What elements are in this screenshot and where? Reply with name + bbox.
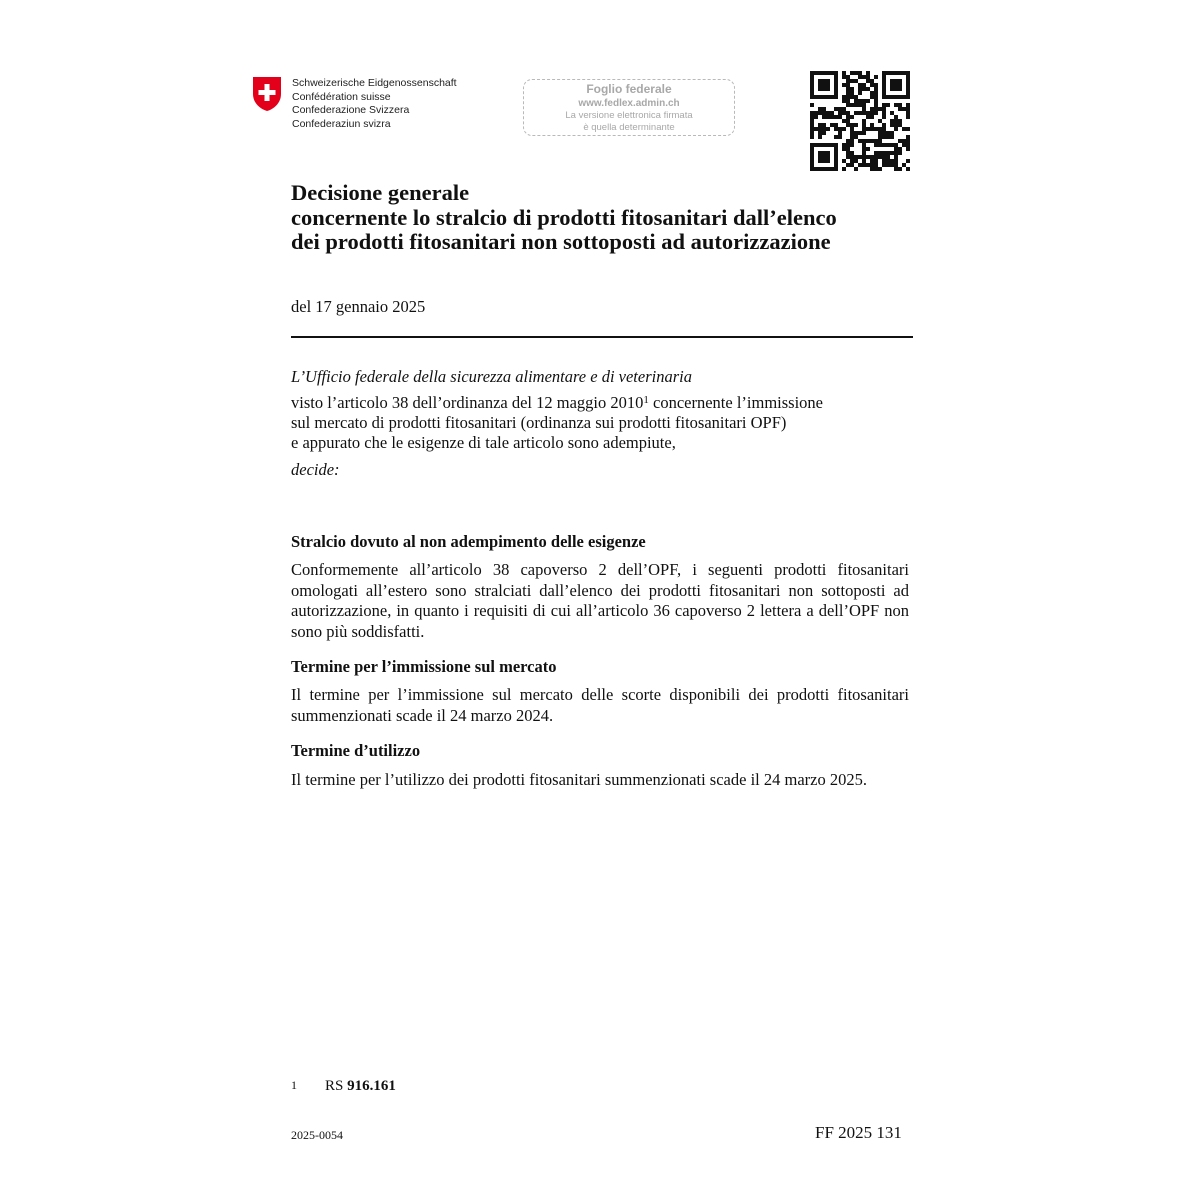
footnote-reference[interactable]: 1 [643,394,649,406]
title-line-3: dei prodotti fitosanitari non sottoposti ad autorizzazione [291,229,831,254]
stamp-title: Foglio federale [586,82,672,96]
preamble-line-3: e appurato che le esigenze di tale articolo sono adempiute, [291,433,676,452]
stamp-note-2: è quella determinante [583,121,675,133]
issuing-authority: L’Ufficio federale della sicurezza alimentare e di veterinaria [291,367,692,386]
confederation-name-rm: Confederaziun svizra [292,117,391,130]
footnote-number: 1 [291,1078,297,1092]
document-date: del 17 gennaio 2025 [291,297,426,316]
federal-gazette-reference: FF 2025 131 [815,1123,902,1142]
footnote-text [325,1078,396,1095]
title-line-1: Decisione generale [291,180,470,205]
section-text-stralcio: Conformemente all’articolo 38 capoverso 2 dell’OPF, i seguenti prodotti fitosanitari omologati all’estero sono stralciati dall’elenco dei prodotti fitosanitari non sottoposti ad autorizzazione, in quanto i requisiti di cui all’articolo 36 capoverso 2 lettera a dell’OPF non sono più soddisfatti. [291,560,909,641]
decision-word: decide: [291,460,340,479]
section-heading-stralcio: Stralcio dovuto al non adempimento delle esigenze [291,532,646,551]
footnote-prefix: RS [325,1078,348,1094]
section-heading-utilizzo: Termine d’utilizzo [291,741,421,760]
title-divider [291,336,913,338]
foglio-federale-stamp [523,79,735,136]
preamble-line-1-start: visto l’articolo 38 dell’ordinanza del 12 maggio 2010 [291,393,644,412]
preamble-line-1 [291,393,823,413]
document-title [291,181,837,255]
footnote-sr-number[interactable]: 916.161 [347,1078,396,1094]
confederation-name-it: Confederazione Svizzera [292,104,410,117]
preamble-text [291,393,823,453]
swiss-shield-icon [252,76,282,112]
confederation-name-fr: Confédération suisse [292,90,391,103]
section-text-immissione: Il termine per l’immissione sul mercato delle scorte disponibili dei prodotti fitosanitari summenzionati scade il 24 marzo 2024. [291,685,909,725]
section-heading-immissione: Termine per l’immissione sul mercato [291,657,557,676]
qr-code-icon [810,71,910,171]
confederation-names [292,77,457,131]
preamble-line-1-end: concernente l’immissione [648,393,823,412]
stamp-url[interactable]: www.fedlex.admin.ch [578,98,680,109]
stamp-note-1: La versione elettronica firmata [565,110,693,121]
section-text-utilizzo: Il termine per l’utilizzo dei prodotti fitosanitari summenzionati scade il 24 marzo 2025. [291,770,867,789]
preamble-line-2: sul mercato di prodotti fitosanitari (ordinanza sui prodotti fitosanitari OPF) [291,413,787,432]
title-line-2: concernente lo stralcio di prodotti fitosanitari dall’elenco [291,204,837,230]
document-number: 2025-0054 [291,1128,343,1142]
confederation-name-de: Schweizerische Eidgenossenschaft [292,77,457,89]
